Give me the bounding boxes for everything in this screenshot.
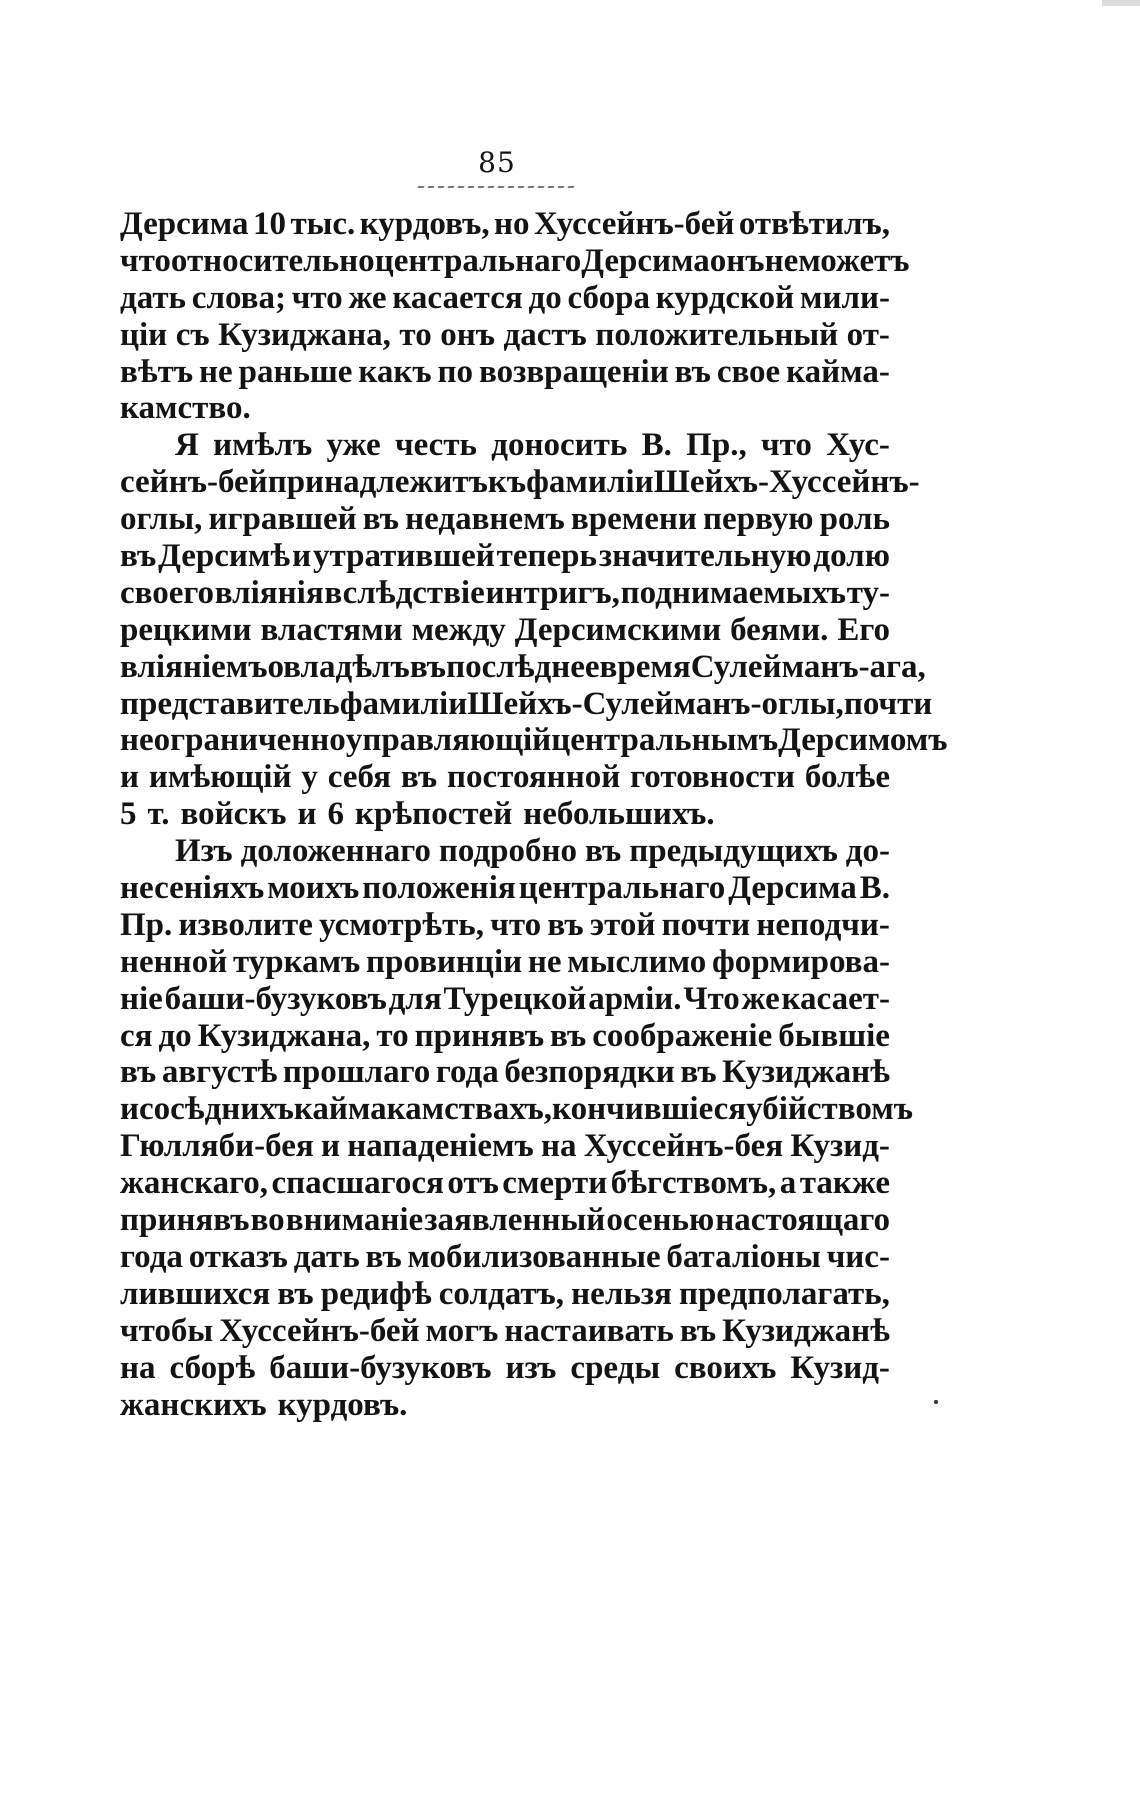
- text-line: несеніяхъ моихъ положенія центральнаго Дерсима В.: [120, 870, 890, 907]
- text-line: жанскихъ курдовъ.: [120, 1386, 408, 1423]
- print-speck: [934, 1400, 938, 1404]
- page-number: 85: [478, 146, 516, 179]
- text-line: принявъ во вниманіе заявленный осенью настоящаго: [120, 1202, 890, 1239]
- text-line: Гюлляби-бея и нападеніемъ на Хуссейнъ-бея Кузид-: [120, 1128, 890, 1165]
- text-line: что относительно центральнаго Дерсима онъ не можетъ: [120, 242, 910, 279]
- text-line: въ августѣ прошлаго года безпорядки въ Кузиджанѣ: [120, 1054, 890, 1091]
- text-line: лившихся въ редифѣ солдатъ, нельзя предполагать,: [120, 1275, 890, 1312]
- text-line: вліяніемъ овладѣлъ въ послѣднее время Сулейманъ-ага,: [120, 648, 926, 685]
- text-line: сейнъ-бей принадлежитъ къ фамиліи Шейхъ-Хуссейнъ-: [120, 464, 920, 501]
- text-line: Я имѣлъ уже честь доносить В. Пр., что Хус-: [175, 427, 890, 464]
- text-line: въ Дерсимѣ и утратившей теперь значительную долю: [120, 538, 890, 575]
- text-line: на сборѣ баши-бузуковъ изъ среды своихъ Кузид-: [120, 1349, 890, 1386]
- paragraph: [120, 833, 913, 1423]
- text-line: дать слова; что же касается до сбора курдской мили-: [120, 279, 890, 316]
- text-line: представитель фамиліи Шейхъ-Сулейманъ-оглы, почти: [120, 685, 933, 722]
- text-line: ненной туркамъ провинціи не мыслимо формирова-: [120, 943, 890, 980]
- text-line: своего вліянія вслѣдствіе интригъ, поднимаемыхъ ту-: [120, 574, 890, 611]
- text-line: 5 т. войскъ и 6 крѣпостей небольшихъ.: [120, 796, 715, 833]
- text-line: ціи съ Кузиджана, то онъ дастъ положительный от-: [120, 316, 890, 353]
- scan-edge-mark: [1102, 0, 1140, 6]
- paragraph: [120, 206, 910, 427]
- text-line: ніе баши-бузуковъ для Турецкой арміи. Что же касает-: [120, 980, 890, 1017]
- header-ornament-rule: [417, 186, 574, 188]
- text-line: и сосѣднихъ каймакамствахъ, кончившіеся убійствомъ: [120, 1091, 913, 1128]
- text-line: вѣтъ не раньше какъ по возвращеніи въ свое кайма-: [120, 353, 890, 390]
- text-line: Пр. изволите усмотрѣть, что въ этой почти неподчи-: [120, 906, 890, 943]
- text-line: оглы, игравшей въ недавнемъ времени первую роль: [120, 501, 890, 538]
- text-line: года отказъ дать въ мобилизованные баталіоны чис-: [120, 1238, 890, 1275]
- text-line: неограниченно управляющій центральнымъ Дерсимомъ: [120, 722, 948, 759]
- text-line: Изъ доложеннаго подробно въ предыдущихъ до-: [175, 833, 890, 870]
- text-line: Дерсима 10 тыс. курдовъ, но Хуссейнъ-бей отвѣтилъ,: [120, 206, 890, 242]
- text-line: чтобы Хуссейнъ-бей могъ настаивать въ Кузиджанѣ: [120, 1312, 890, 1349]
- text-line: ся до Кузиджана, то принявъ въ соображеніе бывшіе: [120, 1017, 890, 1054]
- text-line: жанскаго, спасшагося отъ смерти бѣгствомъ, а также: [120, 1165, 890, 1202]
- paragraph: [120, 427, 948, 833]
- text-line: камство.: [120, 390, 251, 427]
- text-line: рецкими властями между Дерсимскими беями. Его: [120, 611, 890, 648]
- text-line: и имѣющій у себя въ постоянной готовности болѣе: [120, 759, 890, 796]
- body-text: [120, 206, 948, 1423]
